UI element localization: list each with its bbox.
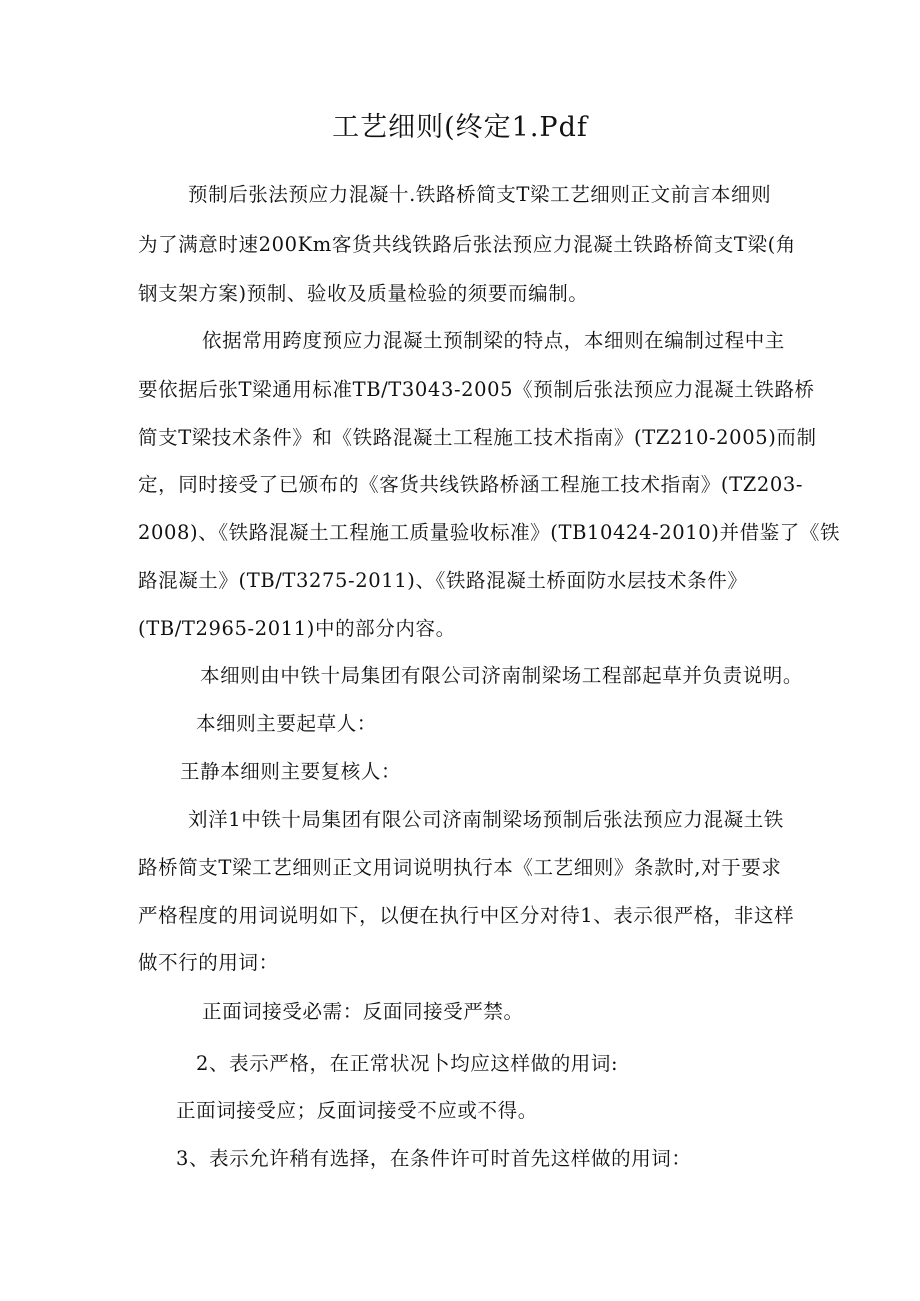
paragraph-line: 刘洋1中铁十局集团有限公司济南制梁场预制后张法预应力混凝土铁 <box>188 808 784 831</box>
paragraph-line: 依据常用跨度预应力混凝土预制梁的特点，本细则在编制过程中主 <box>202 329 785 352</box>
paragraph-line: 钢支架方案)预制、验收及质量检验的须要而编制。 <box>138 282 589 305</box>
paragraph-line: 简支T梁技术条件》和《铁路混凝土工程施工技术指南》(TZ210-2005)而制 <box>138 426 817 449</box>
paragraph-line: 本细则主要起草人： <box>196 712 377 735</box>
paragraph-line: 定，同时接受了已颁布的《客货共线铁路桥涵工程施工技术指南》(TZ203- <box>138 473 804 496</box>
paragraph-line: 3、表示允许稍有选择，在条件许可时首先这样做的用词： <box>176 1147 692 1170</box>
paragraph-line: 正面词接受必需：反面同接受严禁。 <box>202 1000 524 1023</box>
paragraph-line: (TB/T2965-2011)中的部分内容。 <box>138 617 456 640</box>
document-title: 工艺细则(终定1.Pdf <box>332 112 588 143</box>
paragraph-line: 为了满意时速200Km客货共线铁路后张法预应力混凝土铁路桥简支T梁(角 <box>138 233 796 256</box>
paragraph-line: 2008)、《铁路混凝土工程施工质量验收标准》(TB10424-2010)并借鉴了《铁 <box>138 521 841 544</box>
paragraph-line: 王静本细则主要复核人： <box>180 760 402 783</box>
paragraph-line: 本细则由中铁十局集团有限公司济南制梁场工程部起草并负责说明。 <box>200 664 804 687</box>
paragraph-line: 路混凝土》(TB/T3275-2011)、《铁路混凝土桥面防水层技术条件》 <box>138 569 748 592</box>
paragraph-line: 预制后张法预应力混凝十.铁路桥简支T梁工艺细则正文前言本细则 <box>188 183 772 206</box>
paragraph-line: 正面词接受应；反面词接受不应或不得。 <box>176 1099 538 1122</box>
paragraph-line: 严格程度的用词说明如下，以便在执行中区分对待1、表示很严格，非这样 <box>138 904 795 927</box>
paragraph-line: 要依据后张T梁通用标准TB/T3043-2005《预制后张法预应力混凝土铁路桥 <box>138 378 815 401</box>
paragraph-line: 做不行的用词： <box>138 951 279 974</box>
paragraph-line: 2、表示严格，在正常状况卜均应这样做的用词: <box>196 1052 619 1075</box>
paragraph-line: 路桥简支T梁工艺细则正文用词说明执行本《工艺细则》条款时,对于要求 <box>138 856 782 879</box>
